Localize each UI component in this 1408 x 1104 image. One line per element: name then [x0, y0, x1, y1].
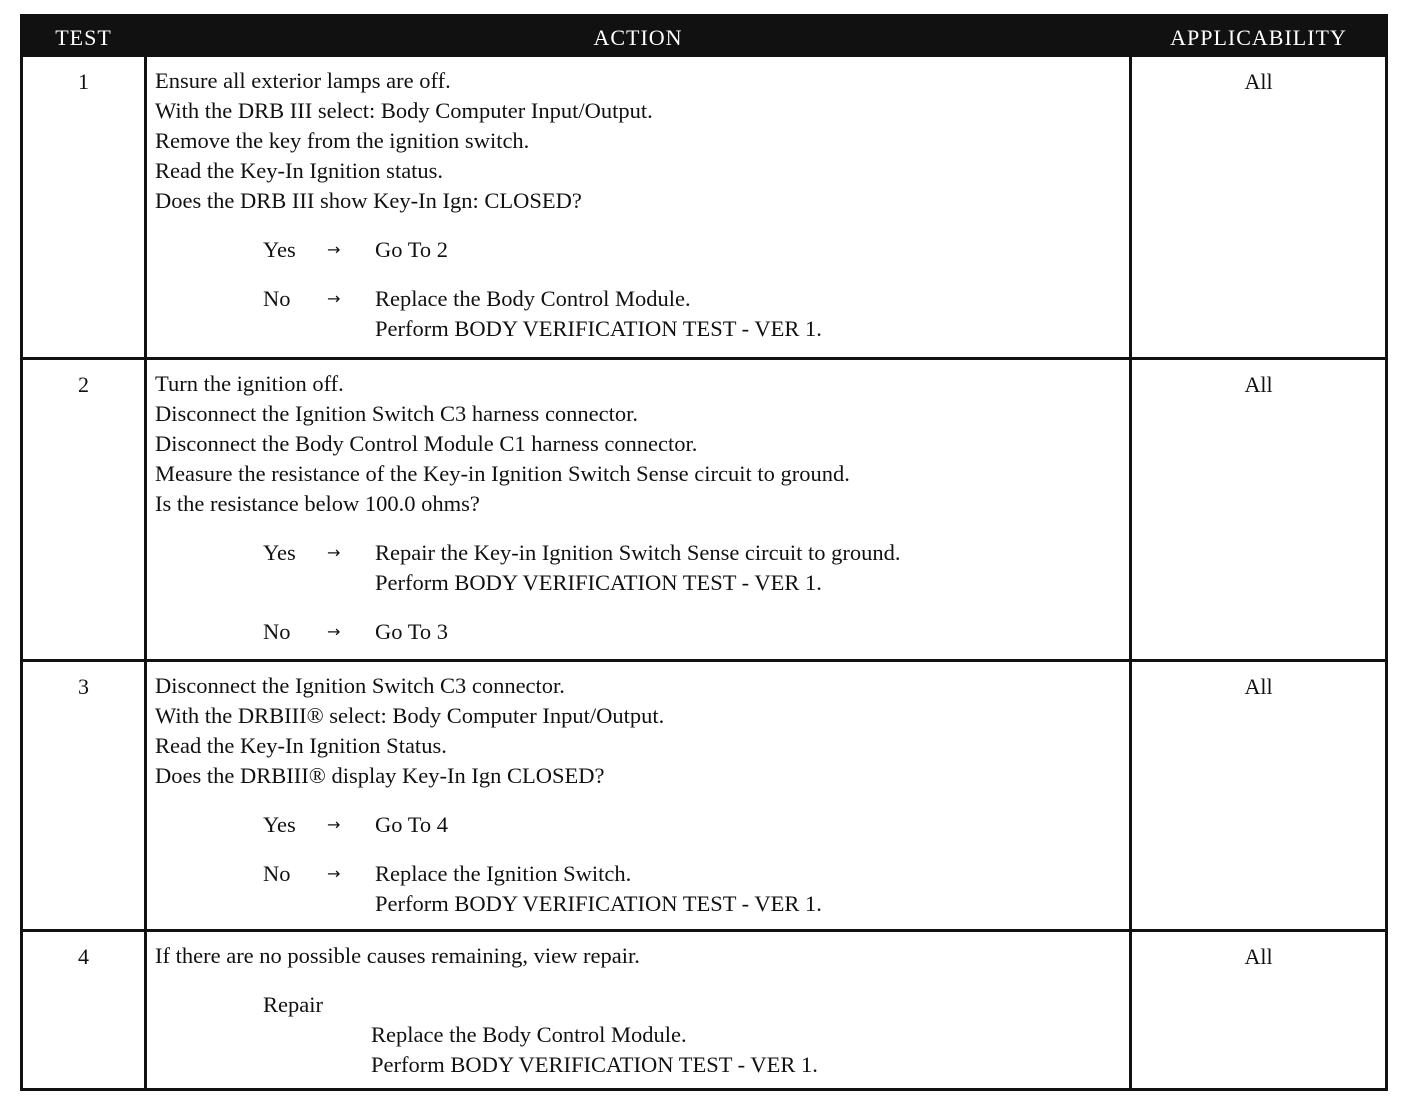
no-option: [155, 284, 1129, 344]
yes-option: [155, 235, 1129, 265]
no-result: Go To 3: [375, 619, 449, 644]
no-result-line: Perform BODY VERIFICATION TEST - VER 1.: [375, 316, 822, 341]
step-text: Turn the ignition off.: [155, 371, 344, 396]
action-cell: [144, 360, 1132, 659]
yes-result: [375, 538, 901, 598]
table-header: [23, 17, 1385, 57]
step-text: Disconnect the Body Control Module C1 harness connector.: [155, 431, 698, 456]
step-text: Read the Key-In Ignition Status.: [155, 733, 447, 758]
yes-label: Yes: [263, 237, 296, 262]
applicability-cell: All: [1244, 69, 1273, 94]
no-label: No: [263, 286, 291, 311]
action-cell: [144, 932, 1132, 1088]
repair-label: Repair: [263, 992, 323, 1017]
arrow-icon: →: [327, 240, 341, 259]
no-result-line: Replace the Body Control Module.: [375, 286, 691, 311]
table-row: [23, 357, 1385, 659]
arrow-icon: →: [327, 543, 341, 562]
yes-result: Go To 2: [375, 237, 449, 262]
step-text: Ensure all exterior lamps are off.: [155, 68, 451, 93]
yes-label: Yes: [263, 540, 296, 565]
step-text: Does the DRBIII® display Key-In Ign CLOSED?: [155, 763, 605, 788]
action-cell: [144, 662, 1132, 929]
diagnostic-table: [20, 14, 1388, 1091]
yes-result-line: Perform BODY VERIFICATION TEST - VER 1.: [375, 570, 822, 595]
table-row: [23, 929, 1385, 1088]
arrow-icon: →: [327, 289, 341, 308]
step-text: Read the Key-In Ignition status.: [155, 158, 444, 183]
step-text: If there are no possible causes remaining, view repair.: [155, 943, 640, 968]
yes-option: [155, 538, 1129, 598]
yes-label: Yes: [263, 812, 296, 837]
repair-line: Replace the Body Control Module.: [371, 1022, 687, 1047]
step-text: With the DRBIII® select: Body Computer Input/Output.: [155, 703, 665, 728]
test-number: 1: [78, 69, 89, 94]
header-action: ACTION: [593, 25, 683, 50]
no-label: No: [263, 619, 291, 644]
applicability-cell: All: [1244, 674, 1273, 699]
action-cell: [144, 57, 1132, 357]
step-text: Disconnect the Ignition Switch C3 harness connector.: [155, 401, 639, 426]
step-text: Disconnect the Ignition Switch C3 connector.: [155, 673, 565, 698]
yes-result-line: Repair the Key-in Ignition Switch Sense circuit to ground.: [375, 540, 901, 565]
test-number: 4: [78, 944, 89, 969]
applicability-cell: All: [1244, 372, 1273, 397]
no-result-line: Replace the Ignition Switch.: [375, 861, 632, 886]
step-text: With the DRB III select: Body Computer Input/Output.: [155, 98, 653, 123]
header-applicability: APPLICABILITY: [1170, 25, 1347, 50]
arrow-icon: →: [327, 815, 341, 834]
yes-result: Go To 4: [375, 812, 449, 837]
step-text: Is the resistance below 100.0 ohms?: [155, 491, 480, 516]
no-result-line: Perform BODY VERIFICATION TEST - VER 1.: [375, 891, 822, 916]
step-text: Does the DRB III show Key-In Ign: CLOSED?: [155, 188, 582, 213]
header-test: TEST: [55, 25, 112, 50]
test-number: 3: [78, 674, 89, 699]
no-result: [375, 859, 822, 919]
table-row: [23, 659, 1385, 929]
repair-line: Perform BODY VERIFICATION TEST - VER 1.: [371, 1052, 818, 1077]
test-number: 2: [78, 372, 89, 397]
step-text: Measure the resistance of the Key-in Ignition Switch Sense circuit to ground.: [155, 461, 850, 486]
no-option: [155, 859, 1129, 919]
arrow-icon: →: [327, 864, 341, 883]
table-row: [23, 57, 1385, 357]
no-result: [375, 284, 822, 344]
yes-option: [155, 810, 1129, 840]
no-option: [155, 617, 1129, 647]
step-text: Remove the key from the ignition switch.: [155, 128, 530, 153]
arrow-icon: →: [327, 622, 341, 641]
applicability-cell: All: [1244, 944, 1273, 969]
no-label: No: [263, 861, 291, 886]
